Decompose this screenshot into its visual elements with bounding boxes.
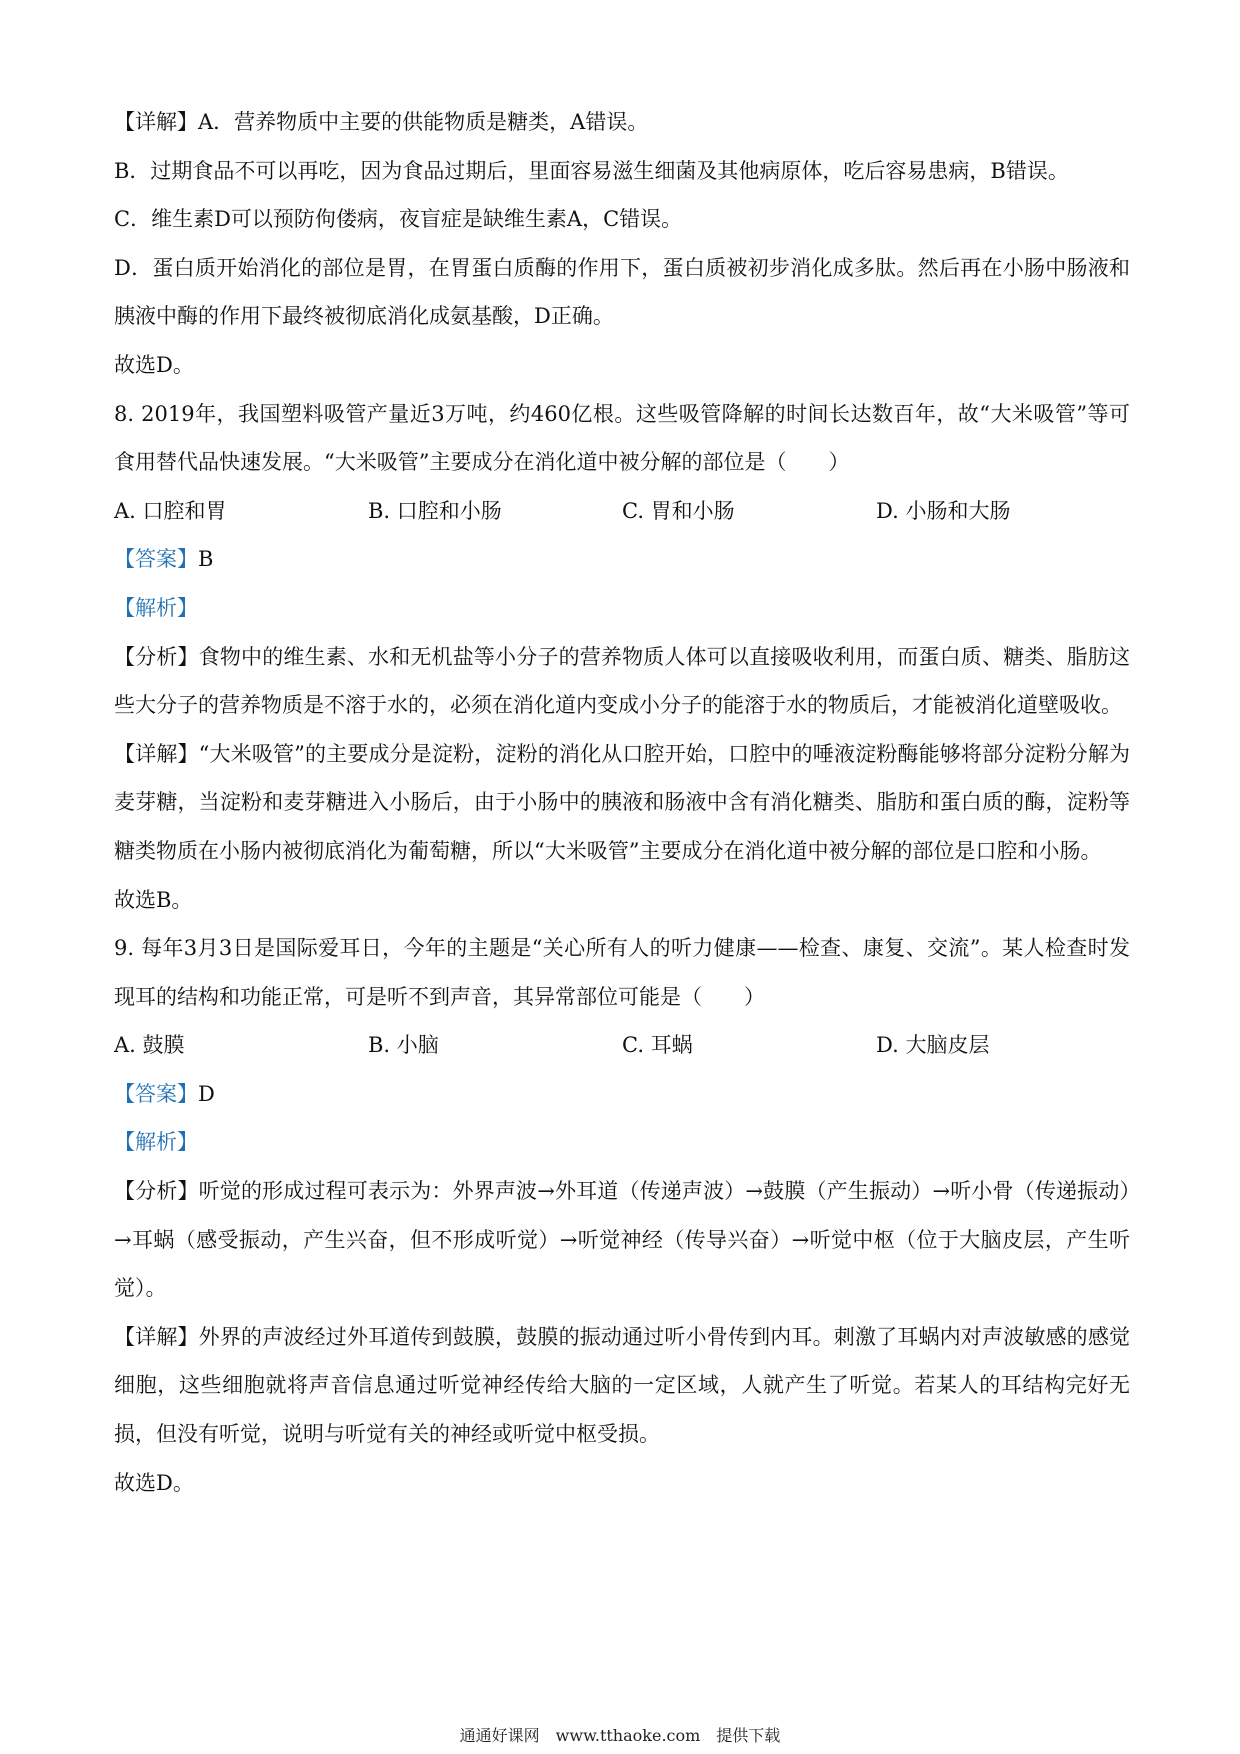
paragraph: 【分析】食物中的维生素、水和无机盐等小分子的营养物质人体可以直接吸收利用，而蛋白质、糖类、脂肪这些大分子的营养物质是不溶于水的，必须在消化道内变成小分子的能溶于水的物质后，才能被消化道壁吸收。 [114,644,1130,718]
paragraph: 故选D。 [114,352,194,377]
paragraph: 【详解】外界的声波经过外耳道传到鼓膜，鼓膜的振动通过听小骨传到内耳。刺激了耳蜗内对声波敏感的感觉细胞，这些细胞就将声音信息通过听觉神经传给大脑的一定区域，人就产生了听觉。若某人的耳结构完好无损，但没有听觉，说明与听觉有关的神经或听觉中枢受损。 [114,1324,1130,1447]
section-tag: 【解析】 [114,1130,198,1155]
answer-option: D. 小肠和大肠 [876,498,1011,523]
answer-option: C. 耳蜗 [622,1033,693,1058]
tagged-line [114,584,1130,633]
tagged-line [114,1070,1130,1119]
answer-options [114,487,1130,536]
paragraph: 【详解】A．营养物质中主要的供能物质是糖类，A错误。 [114,110,649,134]
paragraph: 8. 2019年，我国塑料吸管产量近3万吨，约460亿根。这些吸管降解的时间长达数百年，故“大米吸管”等可食用替代品快速发展。“大米吸管”主要成分在消化道中被分解的部位是（ ） [114,401,1130,475]
answer-option: A. 口腔和胃 [114,498,227,523]
answer-option: C. 胃和小肠 [622,498,735,523]
paragraph: C．维生素D可以预防佝偻病，夜盲症是缺维生素A，C错误。 [114,207,683,232]
paragraph: D．蛋白质开始消化的部位是胃，在胃蛋白质酶的作用下，蛋白质被初步消化成多肽。然后再在小肠中肠液和胰液中酶的作用下最终被彻底消化成氨基酸，D正确。 [114,255,1130,329]
section-tag: 【解析】 [114,595,198,620]
answer-option: B. 口腔和小肠 [368,498,502,523]
paragraph: 【分析】听觉的形成过程可表示为：外界声波→外耳道（传递声波）→鼓膜（产生振动）→听小骨（传递振动）→耳蜗（感受振动，产生兴奋，但不形成听觉）→听觉神经（传导兴奋）→听觉中枢（位于大脑皮层，产生听觉）。 [114,1179,1130,1301]
page-footer: 通通好课网 www.tthaoke.com 提供下载 [459,1726,781,1745]
tagged-line [114,1118,1130,1167]
paragraph: B．过期食品不可以再吃，因为食品过期后，里面容易滋生细菌及其他病原体，吃后容易患病，B错误。 [114,158,1069,183]
paragraph: 9. 每年3月3日是国际爱耳日，今年的主题是“关心所有人的听力健康——检查、康复、交流”。某人检查时发现耳的结构和功能正常，可是听不到声音，其异常部位可能是（ ） [114,936,1130,1009]
document-content [114,98,1130,1507]
tagged-line [114,535,1130,584]
answer-options [114,1021,1130,1070]
answer-option: A. 鼓膜 [114,1033,185,1058]
tag-value: D [198,1081,215,1106]
answer-option: D. 大脑皮层 [876,1033,990,1058]
paragraph: 故选B。 [114,887,193,912]
tag-value: B [198,547,214,572]
section-tag: 【答案】 [114,1081,198,1106]
section-tag: 【答案】 [114,547,198,572]
paragraph: 故选D。 [114,1470,194,1495]
paragraph: 【详解】“大米吸管”的主要成分是淀粉，淀粉的消化从口腔开始，口腔中的唾液淀粉酶能够将部分淀粉分解为麦芽糖，当淀粉和麦芽糖进入小肠后，由于小肠中的胰液和肠液中含有消化糖类、脂肪和蛋白质的酶，淀粉等糖类物质在小肠内被彻底消化为葡萄糖，所以“大米吸管”主要成分在消化道中被分解的部位是口腔和小肠。 [114,741,1130,863]
answer-option: B. 小脑 [368,1033,439,1058]
